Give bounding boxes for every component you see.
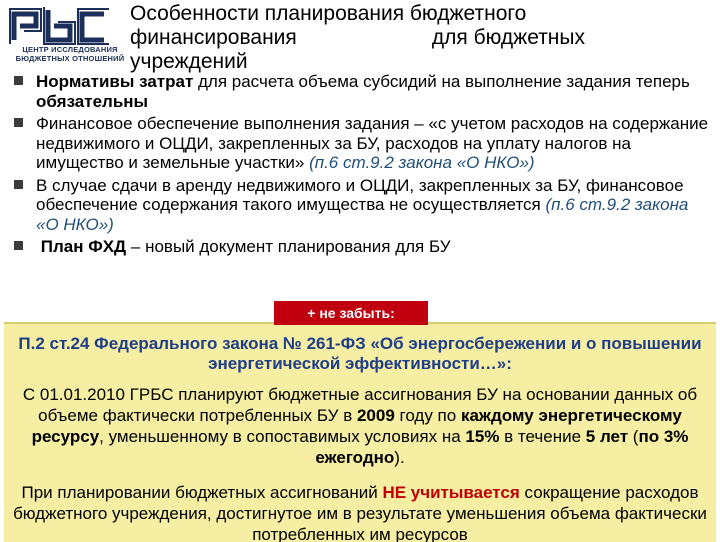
box-text: С 01.01.2010 ГРБС планируют бюджетные ассигнования БУ на основании данных об объеме фактически потребленных БУ в (22, 385, 698, 425)
logo-text: ЦЕНТР ИССЛЕДОВАНИЯ БЮДЖЕТНЫХ ОТНОШЕНИЙ (15, 45, 125, 63)
box-text: ). (394, 448, 405, 467)
bullet-item (14, 176, 714, 235)
bullet-item (14, 114, 714, 173)
bullet-bold: Нормативы затрат (36, 72, 194, 91)
box-bold: по 3% ежегодно (315, 427, 689, 467)
box-emphasis: НЕ учитывается (382, 483, 520, 502)
law-reference: (п.6 ст.9.2 закона «О НКО») (309, 153, 535, 172)
box-text: в течение (499, 427, 586, 446)
box-paragraph-1 (10, 384, 710, 468)
box-heading: П.2 ст.24 Федерального закона № 261-ФЗ «Об энергосбережении и о повышении энергетической эффективности…»: (18, 334, 702, 373)
title-line-2 (130, 26, 585, 50)
title-line-2-right: для бюджетных (431, 26, 585, 49)
title-line-3: учреждений (130, 50, 248, 73)
logo-mark-icon (8, 6, 124, 46)
box-bold: 2009 (356, 406, 395, 425)
bullet-item (14, 237, 714, 257)
bullet-marker-icon (14, 76, 23, 85)
title-line-1: Особенности планирования бюджетного (130, 2, 527, 25)
bullet-bold: План ФХД (40, 237, 127, 256)
bullet-item (14, 72, 714, 111)
box-text: , уменьшенному в сопоставимых условиях на (99, 427, 466, 446)
box-text: сокращение расходов бюджетного учреждения, достигнутое им в результате уменьшения объема фактически потребленных им ресурсов (13, 483, 707, 542)
logo (8, 6, 124, 62)
bullet-marker-icon (14, 118, 23, 127)
bullet-text: Финансовое обеспечение выполнения задания – «с учетом расходов на содержание недвижимого и ОЦДИ, закрепленных за БУ, расходов на уплату налогов на имущество и земельные участки» (36, 114, 709, 172)
box-text: При планировании бюджетных ассигнований (21, 483, 383, 502)
bullet-marker-icon (14, 180, 23, 189)
title-line-2-left: финансирования (130, 26, 297, 49)
bullet-marker-icon (14, 241, 23, 250)
highlight-box (4, 322, 716, 542)
reminder-tag: + не забыть: (274, 301, 428, 325)
page-title (130, 2, 690, 74)
bullet-text: – новый документ планирования для БУ (126, 237, 451, 256)
bullet-text: для расчета объема субсидий на выполнение задания теперь (193, 72, 690, 91)
bullet-text: В случае сдачи в аренду недвижимого и ОЦДИ, закрепленных за БУ, финансовое обеспечение содержания такого имущества не осуществляется (36, 175, 684, 214)
bullet-list (14, 72, 714, 260)
box-bold: 15% (465, 427, 500, 446)
bullet-bold: обязательны (36, 91, 149, 111)
box-bold: 5 лет (585, 427, 629, 446)
law-reference: (п.6 ст.9.2 закона «О НКО») (36, 195, 689, 234)
box-paragraph-2 (10, 482, 710, 542)
box-bold: каждому энергетическому ресурсу (31, 406, 682, 446)
box-text: году по (394, 406, 461, 425)
box-text: ( (628, 427, 639, 446)
